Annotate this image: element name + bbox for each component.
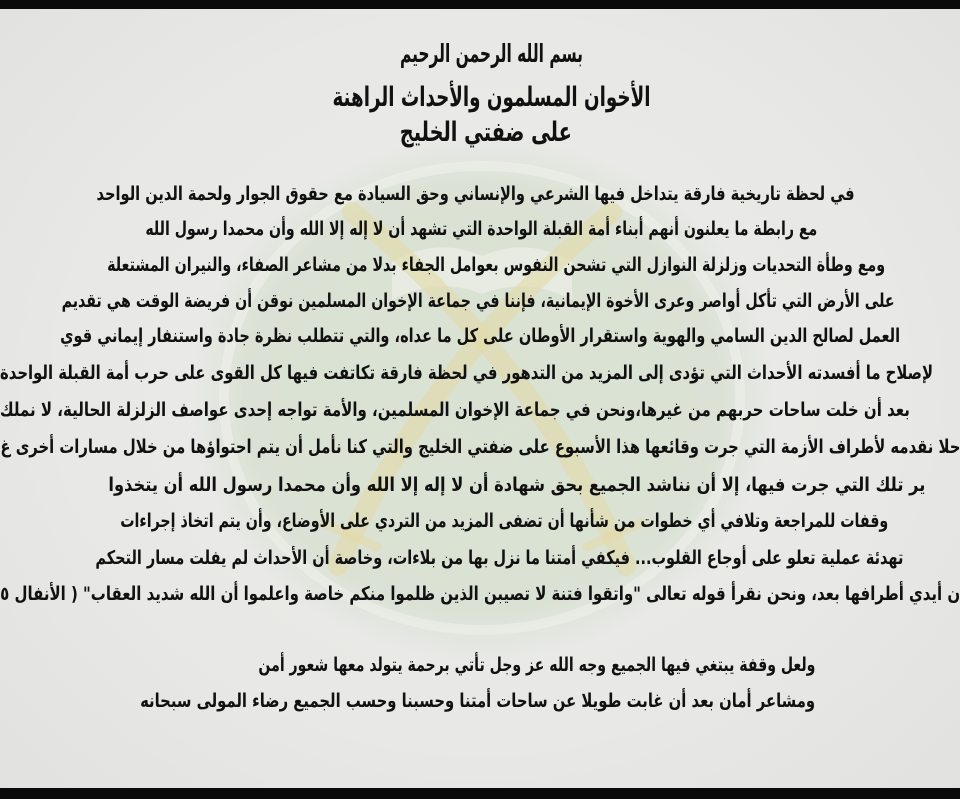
paragraph-line: وقفات للمراجعة وتلافي أي خطوات من شأنها أن تضفى المزيد من التردي على الأوضاع، وأن يتم اتخاذ إجراءات (120, 510, 888, 532)
paragraph-line: ولعل وقفة يبتغي فيها الجميع وجه الله عز وجل تأتي برحمة يتولد معها شعور أمن (258, 654, 815, 676)
paragraph-line: العمل لصالح الدين السامي والهوية واستقرار الأوطان على كل ما عداه، والتي تتطلب نظرة جادة واستنفار إيماني قوي (60, 325, 900, 347)
basmala: بسم الله الرحمن الرحيم (400, 39, 583, 68)
paragraph-line: في لحظة تاريخية فارقة يتداخل فيها الشرعي والإنساني وحق السيادة مع حقوق الجوار ولحمة الدين الواحد (97, 183, 855, 205)
paragraph-line: ير تلك التي جرت فيها، إلا أن نناشد الجميع بحق شهادة أن لا إله إلا الله وأن محمدا رسول الله أن يتخذوا (108, 474, 925, 496)
paragraph-line: حلا نقدمه لأطراف الأزمة التي جرت وقائعها هذا الأسبوع على ضفتي الخليج والتي كنا نأمل أن يتم احتواؤها من خلال مسارات أخرى غ (0, 436, 960, 458)
paragraph-line: لإصلاح ما أفسدته الأحداث التي تؤدى إلى المزيد من التدهور في لحظة فارقة تكاتفت فيها كل القوى على حرب أمة القبلة الواحدة (0, 362, 933, 384)
bottom-black-border (0, 788, 960, 799)
document-title: الأخوان المسلمون والأحداث الراهنة (332, 82, 650, 113)
paragraph-line: ن أيدي أطرافها بعد، ونحن نقرأ قوله تعالى "واتقوا فتنة لا تصيبن الذين ظلموا منكم خاصة واعلموا أن الله شديد العقاب" ( الأنفال ٥ (0, 583, 960, 605)
paragraph-line: ومشاعر أمان بعد أن غابت طويلا عن ساحات أمتنا وحسبنا وحسب الجميع رضاء المولى سبحانه (140, 690, 815, 712)
paragraph-line: على الأرض التي تأكل أواصر وعرى الأخوة الإيمانية، فإننا في جماعة الإخوان المسلمين نوقن أن فريضة الوقت هي تقديم (62, 290, 895, 312)
paragraph-line: ومع وطأة التحديات وزلزلة النوازل التي تشحن النفوس بعوامل الجفاء بدلا من مشاعر الصفاء، والنيران المشتعلة (107, 254, 885, 276)
paragraph-line: مع رابطة ما يعلنون أنهم أبناء أمة القبلة الواحدة التي تشهد أن لا إله إلا الله وأن محمدا رسول الله (145, 218, 817, 240)
paragraph-line: تهدئة عملية تعلو على أوجاع القلوب... فيكفي أمتنا ما نزل بها من بلاءات، وخاصة أن الأحداث لم يفلت مسار التحكم (95, 547, 903, 569)
document-subtitle: على ضفتي الخليج (400, 117, 572, 148)
paragraph-line: بعد أن خلت ساحات حربهم من غيرها،ونحن في جماعة الإخوان المسلمين، والأمة تواجه إحدى عواصف الزلزلة الحالية، لا نملك (0, 399, 910, 421)
